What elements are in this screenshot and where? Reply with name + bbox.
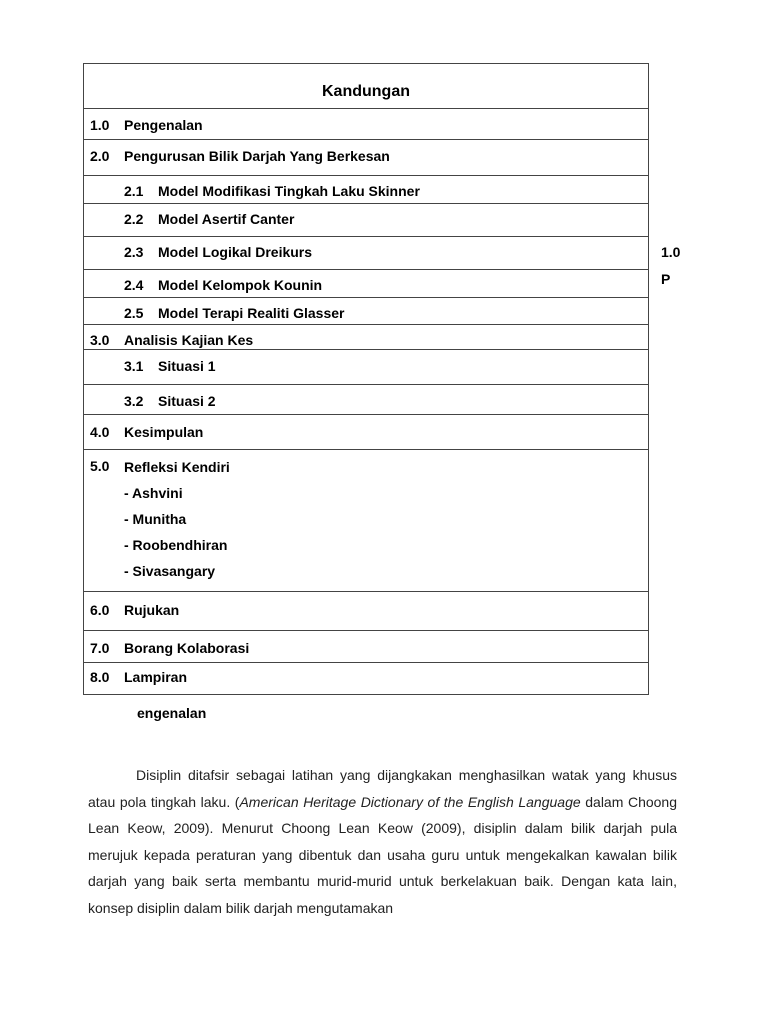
side-section-number: 1.0 (661, 244, 681, 260)
table-of-contents (83, 63, 649, 695)
toc-row (84, 415, 648, 450)
paragraph-text: dalam Choong Lean Keow, 2009). Menurut Choong Lean Keow (2009), disiplin dalam bilik darjah pula merujuk kepada peraturan yang dibentuk dan usaha guru untuk mengekalkan kawalan bilik darjah yang baik serta membantu murid-murid untuk berkelakuan baik. Dengan kata lain, konsep disiplin dalam bilik darjah mengutamakan (88, 793, 678, 916)
toc-number: 4.0 (90, 424, 110, 440)
toc-number: 2.1 (124, 183, 144, 199)
toc-row (84, 270, 648, 298)
toc-number: 7.0 (90, 640, 110, 656)
reflection-name: - Roobendhiran (124, 537, 228, 553)
paragraph-text: Disiplin ditafsir sebagai latihan yang dijangkakan menghasilkan watak yang khusus atau pola tingkah laku. ( (88, 767, 677, 810)
toc-row (84, 325, 648, 350)
reflection-list (124, 458, 230, 588)
toc-row (84, 350, 648, 385)
toc-label: Kesimpulan (124, 424, 204, 440)
toc-number: 3.1 (124, 358, 144, 374)
toc-row (84, 176, 648, 204)
toc-number: 3.0 (90, 332, 110, 348)
body-paragraph (88, 762, 677, 922)
toc-label: Model Kelompok Kounin (158, 277, 323, 293)
citation-title: American Heritage Dictionary of the English Language (239, 793, 581, 810)
reflection-name: - Munitha (124, 511, 187, 527)
reflection-name: - Sivasangary (124, 563, 216, 579)
side-section-letter: P (661, 271, 671, 287)
toc-title: Kandungan (84, 64, 648, 109)
toc-row (84, 140, 648, 176)
toc-label: Analisis Kajian Kes (124, 332, 254, 348)
toc-row (84, 109, 648, 140)
toc-number: 2.5 (124, 305, 144, 321)
toc-number: 1.0 (90, 117, 110, 133)
toc-row (84, 592, 648, 631)
toc-number: 2.0 (90, 148, 110, 164)
toc-number: 2.4 (124, 277, 144, 293)
toc-number: 5.0 (90, 458, 110, 474)
toc-label: Refleksi Kendiri (124, 459, 230, 475)
toc-number: 2.3 (124, 244, 144, 260)
toc-label: Model Logikal Dreikurs (158, 244, 313, 260)
toc-row (84, 204, 648, 237)
toc-label: Model Modifikasi Tingkah Laku Skinner (158, 183, 420, 199)
reflection-name: - Ashvini (124, 485, 183, 501)
toc-label: Rujukan (124, 602, 180, 618)
toc-label: Model Terapi Realiti Glasser (158, 305, 345, 321)
section-heading-fragment: engenalan (137, 705, 207, 721)
toc-label: Pengurusan Bilik Darjah Yang Berkesan (124, 148, 390, 164)
toc-number: 8.0 (90, 669, 110, 685)
toc-label: Model Asertif Canter (158, 211, 295, 227)
toc-row (84, 385, 648, 415)
toc-row-reflection (84, 450, 648, 592)
toc-label: Situasi 2 (158, 393, 216, 409)
toc-label: Pengenalan (124, 117, 203, 133)
toc-label: Situasi 1 (158, 358, 216, 374)
toc-row (84, 298, 648, 325)
toc-row (84, 663, 648, 694)
toc-label: Borang Kolaborasi (124, 640, 250, 656)
toc-row (84, 237, 648, 270)
toc-number: 6.0 (90, 602, 110, 618)
toc-label: Lampiran (124, 669, 188, 685)
toc-number: 2.2 (124, 211, 144, 227)
toc-row (84, 631, 648, 663)
toc-number: 3.2 (124, 393, 144, 409)
